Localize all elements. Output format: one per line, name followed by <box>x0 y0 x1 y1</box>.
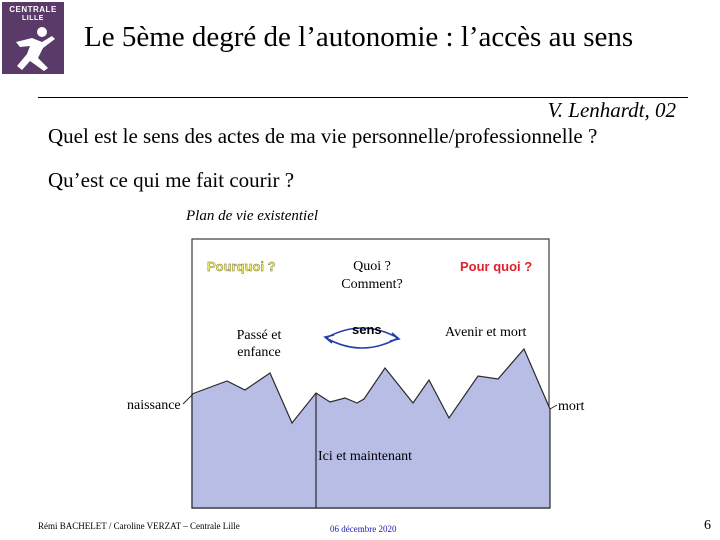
label-avenir-mort: Avenir et mort <box>445 325 527 340</box>
label-naissance: naissance <box>127 398 181 413</box>
diagram-title: Plan de vie existentiel <box>186 208 319 224</box>
label-pourquoi: Pourquoi ? <box>207 259 276 274</box>
mort-connector <box>550 405 557 409</box>
question-1: Quel est le sens des actes de ma vie personnelle/professionnelle ? <box>48 124 598 148</box>
label-passe-enfance <box>218 327 300 361</box>
life-curve-area <box>192 349 550 508</box>
label-mort: mort <box>558 399 585 414</box>
logo-line1: CENTRALE <box>9 5 57 14</box>
label-quoi-comment <box>322 258 422 294</box>
label-ici-maintenant: Ici et maintenant <box>318 449 413 464</box>
question-2: Qu’est ce qui me fait courir ? <box>48 168 295 192</box>
label-pour-quoi: Pour quoi ? <box>460 259 533 274</box>
logo-line2: LILLE <box>22 15 44 22</box>
footer-authors: Rémi BACHELET / Caroline VERZAT – Centrale Lille <box>38 521 240 531</box>
page-number: 6 <box>704 518 711 533</box>
label-sens: sens <box>352 322 382 337</box>
footer-date: 06 décembre 2020 <box>330 524 397 534</box>
author-reference: V. Lenhardt, 02 <box>547 98 676 122</box>
label-passe: Passé et <box>236 328 282 343</box>
slide-title: Le 5ème degré de l’autonomie : l’accès au sens <box>84 21 634 53</box>
label-enfance: enfance <box>237 345 281 360</box>
label-comment: Comment? <box>341 277 403 292</box>
label-quoi: Quoi ? <box>353 259 391 274</box>
